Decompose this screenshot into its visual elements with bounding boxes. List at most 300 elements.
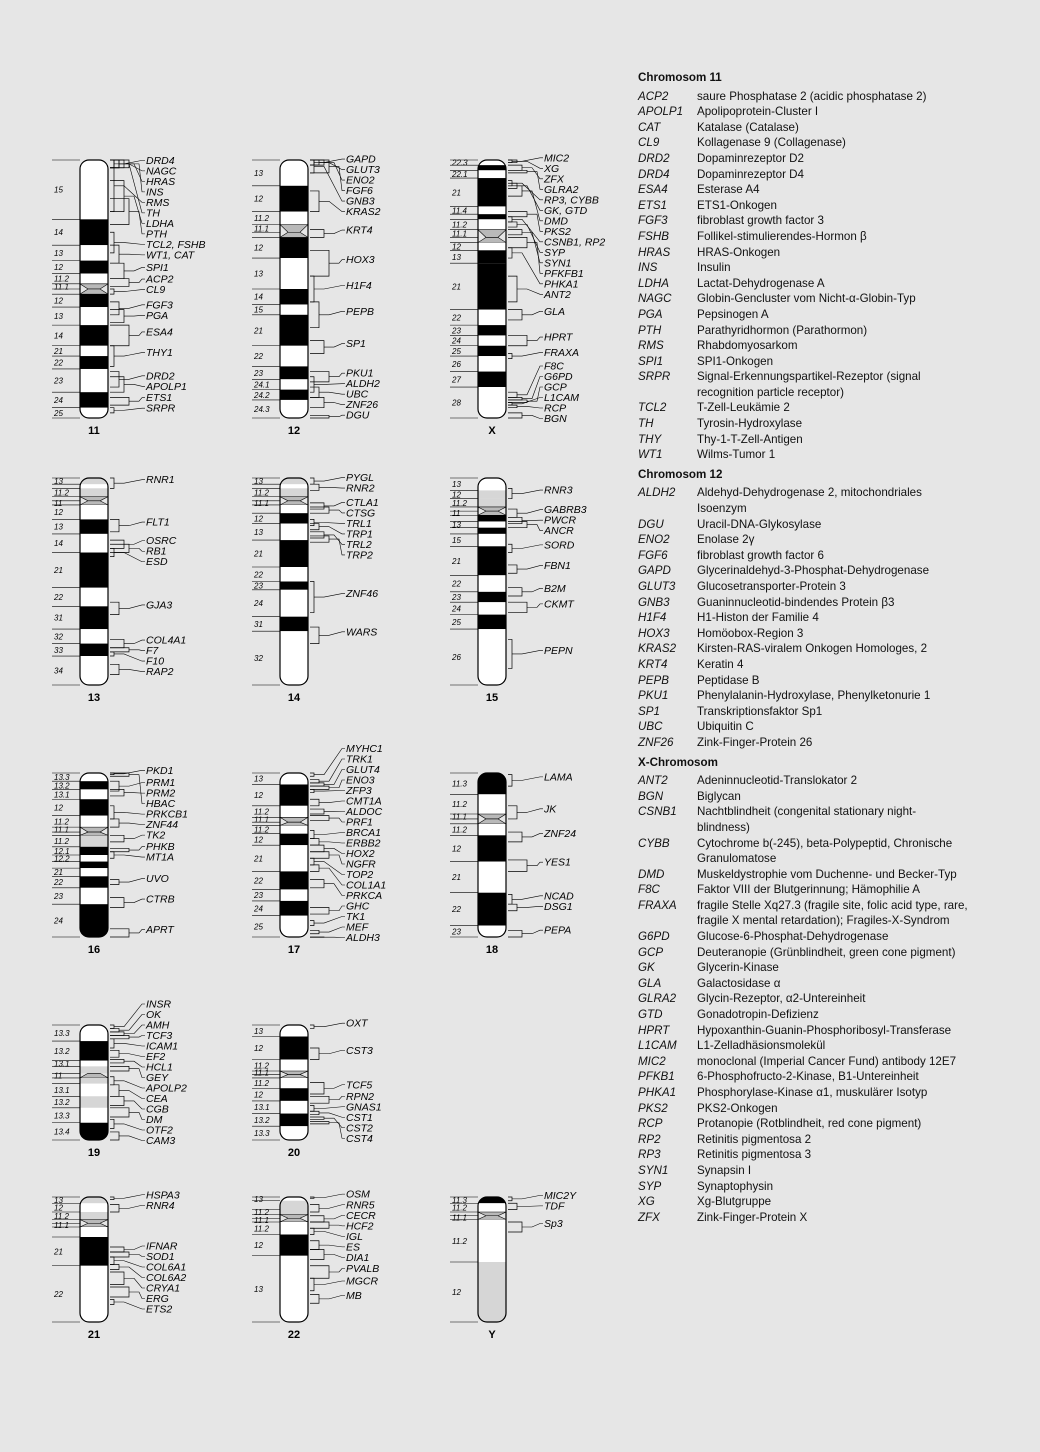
gene-bracket	[508, 1197, 512, 1201]
band-14	[280, 289, 308, 304]
gene-label: B2M	[544, 582, 566, 595]
gene-bracket	[508, 509, 517, 517]
gene-description: Dopaminrezeptor D4	[697, 167, 804, 181]
band-11.3	[478, 214, 506, 219]
legend-entry	[638, 89, 968, 105]
legend-entry	[638, 1147, 968, 1163]
band-23	[280, 582, 308, 590]
band-label: 12	[452, 844, 461, 854]
centromere-band	[280, 225, 308, 233]
gene-label: XG	[544, 162, 560, 175]
gene-description: Guaninnucleotid-bindendes Protein β3	[697, 595, 895, 609]
legend-entry	[638, 898, 968, 929]
gene-bracket	[310, 532, 324, 538]
gene-description: H1-Histon der Familie 4	[697, 611, 819, 625]
gene-bracket	[508, 860, 527, 871]
band-11.2	[280, 1222, 308, 1235]
gene-label: HCL1	[146, 1061, 173, 1074]
gene-connector	[329, 539, 345, 555]
gene-marker	[508, 1190, 577, 1202]
gene-description: Protanopie (Rotblindheit, red cone pigment)	[697, 1117, 922, 1131]
gene-symbol: HRAS	[638, 245, 671, 259]
band-label: 23	[254, 891, 263, 901]
gene-label: CST3	[346, 1044, 373, 1057]
gene-bracket	[508, 160, 512, 163]
gene-bracket	[508, 165, 522, 170]
gene-label: OK	[146, 1009, 162, 1021]
band-23	[80, 888, 108, 904]
band-label: 24.2	[254, 390, 270, 400]
centromere-band	[280, 1215, 308, 1219]
gene-bracket	[310, 786, 329, 789]
gene-marker	[110, 346, 173, 367]
band-13.2	[80, 781, 108, 789]
gene-connector	[124, 835, 145, 838]
gene-connector	[329, 1269, 345, 1273]
gene-description: Kirsten-RAS-viralem Onkogen Homologes, 2	[697, 642, 928, 656]
gene-label: PRM2	[146, 787, 176, 800]
gene-connector	[119, 669, 145, 671]
band-label: 13	[254, 1284, 263, 1294]
gene-marker	[110, 924, 175, 937]
gene-bracket	[310, 858, 314, 865]
band-23	[280, 889, 308, 900]
gene-connector	[319, 311, 345, 315]
gene-label: HRAS	[146, 175, 176, 188]
gene-connector	[512, 545, 543, 549]
gene-connector	[329, 780, 345, 788]
legend-entry	[638, 657, 968, 673]
gene-connector	[314, 594, 345, 598]
gene-description: Hypoxanthin-Guanin-Phosphoribosyl-Transferase	[697, 1023, 952, 1037]
band-11.2	[80, 488, 108, 496]
legend-entry	[638, 563, 968, 579]
gene-bracket	[310, 830, 314, 838]
gene-label: RNR2	[346, 482, 375, 495]
centromere-band	[478, 511, 506, 515]
band-12	[80, 1078, 108, 1084]
gene-marker	[110, 664, 174, 678]
gene-connector	[512, 1195, 543, 1199]
gene-connector	[319, 1050, 345, 1054]
gene-marker	[508, 639, 573, 668]
gene-bracket	[310, 503, 324, 509]
band-label: 13.1	[254, 1103, 270, 1113]
gene-bracket	[508, 544, 512, 552]
legend-entry	[638, 532, 968, 548]
gene-bracket	[310, 627, 319, 644]
gene-bracket	[508, 237, 527, 247]
gene-description: Kollagenase 9 (Collagenase)	[697, 136, 846, 150]
gene-label: FBN1	[544, 560, 571, 573]
gene-bracket	[508, 335, 527, 345]
band-label: 22.3	[452, 158, 468, 168]
gene-label: GK, GTD	[544, 204, 588, 217]
gene-label: PKU1	[346, 367, 374, 380]
band-label: 21	[54, 566, 63, 576]
gene-connector	[114, 553, 145, 562]
gene-bracket	[310, 780, 319, 783]
centromere-band	[80, 1223, 108, 1227]
chromosome-X	[450, 152, 605, 437]
gene-label: AMH	[146, 1019, 170, 1032]
band-11.2	[478, 219, 506, 229]
band-label: 21	[452, 556, 461, 566]
gene-bracket	[110, 1119, 114, 1128]
band-label: 12	[54, 296, 63, 306]
gene-marker	[508, 485, 573, 499]
gene-bracket	[310, 519, 314, 525]
gene-bracket	[310, 302, 319, 328]
gene-label: CRYA1	[146, 1282, 181, 1295]
gene-description: fibroblast growth factor 3	[697, 214, 824, 228]
gene-label: TRL1	[346, 517, 372, 530]
band-26	[478, 629, 506, 685]
gene-connector	[324, 1085, 345, 1089]
gene-bracket	[110, 819, 119, 827]
gene-marker	[508, 803, 557, 819]
gene-bracket	[310, 1222, 329, 1228]
gene-description: Signal-Erkennungspartikel-Rezeptor (signal recognition particle receptor)	[697, 370, 921, 399]
gene-label: ACP2	[146, 273, 174, 286]
band-11.3	[478, 773, 506, 794]
band-11.2	[80, 1212, 108, 1220]
gene-label: OSM	[346, 1188, 370, 1201]
band-label: 25	[254, 922, 263, 932]
band-11.2	[280, 212, 308, 225]
band-23	[478, 325, 506, 335]
chromosome-22	[252, 1189, 379, 1341]
gene-symbol: FGF6	[638, 548, 668, 562]
gene-label: MEF	[346, 921, 369, 934]
gene-connector	[119, 305, 145, 309]
centromere-band	[280, 497, 308, 501]
band-label: 11.2	[254, 214, 269, 224]
band-label: 12	[254, 1044, 263, 1053]
gene-label: TRL2	[346, 538, 372, 551]
band-label: 15	[452, 536, 461, 546]
legend-entry	[638, 245, 968, 261]
gene-bracket	[310, 799, 319, 806]
band-label: 11.1	[254, 815, 269, 825]
gene-bracket	[110, 1205, 119, 1213]
band-12	[80, 261, 108, 274]
gene-bracket	[508, 775, 512, 786]
gene-symbol: THY	[638, 432, 662, 446]
gene-label: CTSG	[346, 507, 376, 520]
legend-entry	[638, 213, 968, 229]
gene-label: HSPA3	[146, 1189, 180, 1202]
gene-symbol: SRPR	[638, 370, 671, 384]
band-23	[478, 592, 506, 602]
gene-connector	[124, 267, 145, 271]
gene-bracket	[110, 1108, 129, 1117]
gene-connector	[114, 353, 145, 357]
gene-symbol: MIC2	[638, 1054, 666, 1068]
gene-label: LDHA	[146, 217, 175, 230]
band-label: 13	[54, 248, 63, 258]
legend-entry	[638, 595, 968, 611]
gene-label: PRKCB1	[146, 808, 189, 821]
gene-marker	[508, 857, 571, 872]
gene-symbol: GLRA2	[638, 992, 677, 1006]
gene-bracket	[310, 582, 314, 613]
gene-bracket	[310, 507, 329, 513]
gene-bracket	[310, 809, 324, 814]
legend-entry	[638, 276, 968, 292]
gene-label: TRK1	[346, 753, 373, 766]
gene-label: HBAC	[146, 798, 176, 811]
gene-description: Aldehyd-Dehydrogenase 2, mitochondriales Isoenzym	[697, 486, 922, 516]
gene-connector	[329, 415, 345, 416]
gene-symbol: ENO2	[638, 533, 670, 547]
gene-marker	[508, 771, 573, 786]
gene-connector	[114, 480, 145, 484]
gene-label: CAM3	[146, 1135, 176, 1147]
gene-connector	[314, 286, 345, 290]
gene-symbol: PFKB1	[638, 1070, 675, 1084]
gene-label: TRP1	[346, 528, 373, 541]
gene-symbol: F8C	[638, 883, 660, 897]
chromosome-label: 16	[87, 944, 101, 956]
band-32	[280, 631, 308, 685]
legend-entry	[638, 1054, 968, 1070]
gene-label: SP1	[346, 338, 366, 351]
band-22	[80, 356, 108, 369]
gene-marker	[310, 225, 373, 238]
gene-description: Rhabdomyosarkom	[697, 339, 798, 353]
band-24	[80, 904, 108, 937]
gene-bracket	[310, 1205, 319, 1213]
band-label: 12	[254, 835, 263, 845]
gene-label: H1F4	[346, 280, 372, 292]
gene-bracket	[508, 276, 517, 302]
gene-connector	[114, 1124, 145, 1130]
gene-label: MIC2Y	[544, 1189, 577, 1202]
legend-entry	[638, 167, 968, 183]
band-22	[80, 1266, 108, 1322]
band-31	[80, 606, 108, 629]
gene-bracket	[310, 377, 314, 392]
legend-entry	[638, 960, 968, 976]
gene-connector	[124, 1246, 145, 1250]
gene-connector	[119, 164, 145, 171]
gene-connector	[114, 812, 145, 814]
gene-connector	[119, 1136, 145, 1141]
gene-bracket	[110, 478, 114, 488]
gene-label: TK1	[346, 911, 366, 923]
gene-symbol: PEPB	[638, 673, 669, 687]
gene-label: PVALB	[346, 1263, 380, 1275]
gene-label: APRT	[146, 923, 174, 936]
gene-description: PKS2-Onkogen	[697, 1101, 778, 1115]
gene-label: PHKA1	[544, 278, 579, 291]
band-label: 24.1	[254, 380, 270, 390]
gene-bracket	[110, 397, 129, 405]
gene-marker	[508, 560, 571, 573]
gene-description: Pepsinogen A	[697, 307, 769, 321]
gene-marker	[508, 413, 567, 425]
gene-label: RAP2	[146, 666, 174, 679]
gene-label: ALDOC	[346, 806, 383, 818]
gene-description: ETS1-Onkogen	[697, 198, 777, 212]
band-24.3	[280, 400, 308, 418]
band-12	[280, 237, 308, 258]
band-label: 13	[254, 477, 263, 487]
gene-label: Sp3	[544, 1218, 563, 1230]
band-label: 11.2	[54, 488, 69, 498]
gene-marker	[110, 1119, 173, 1136]
band-label: 24	[452, 604, 461, 614]
gene-description: L1-Zelladhäsionsmolekül	[697, 1039, 826, 1053]
gene-connector	[324, 1255, 345, 1258]
gene-bracket	[110, 263, 124, 278]
gene-bracket	[310, 1111, 319, 1114]
legend-entry	[638, 641, 968, 657]
gene-marker	[110, 599, 172, 614]
gene-bracket	[110, 806, 114, 819]
gene-connector	[314, 1023, 345, 1027]
legend-entry	[638, 182, 968, 198]
gene-marker	[110, 325, 173, 346]
gene-bracket	[310, 276, 314, 302]
band-label: 12.1	[54, 846, 70, 856]
centromere-band	[478, 507, 506, 511]
band-22	[280, 346, 308, 367]
gene-label: INS	[146, 186, 164, 199]
band-11.2	[280, 505, 308, 513]
gene-label: SYN1	[544, 257, 572, 270]
gene-symbol: TCL2	[638, 401, 667, 415]
gene-label: IGL	[346, 1230, 363, 1243]
gene-label: CTRB	[146, 893, 175, 906]
gene-connector	[329, 1225, 345, 1226]
gene-bracket	[508, 354, 512, 359]
gene-label: CL9	[146, 284, 166, 297]
gene-symbol: PGA	[638, 307, 663, 321]
gene-connector	[124, 384, 145, 386]
gene-connector	[114, 1043, 145, 1046]
legend-entry	[638, 1194, 968, 1210]
gene-label: PKS2	[544, 225, 571, 238]
chromosome-label: Y	[488, 1329, 496, 1341]
band-label: 23	[452, 326, 461, 336]
gene-connector	[314, 478, 345, 482]
gene-label: CTLA1	[346, 496, 379, 509]
band-13.1	[80, 789, 108, 799]
band-12	[280, 186, 308, 212]
band-label: 33	[54, 645, 63, 655]
gene-bracket	[110, 652, 114, 656]
gene-marker	[508, 306, 565, 320]
gene-bracket	[310, 845, 324, 852]
gene-connector	[324, 502, 345, 506]
band-label: 11.1	[254, 1216, 269, 1226]
band-label: 11.2	[254, 1079, 269, 1089]
chromosome-14	[252, 472, 379, 704]
band-22.2	[478, 165, 506, 170]
gene-label: MB	[346, 1289, 362, 1302]
centromere-band	[478, 230, 506, 238]
gene-bracket	[110, 325, 129, 346]
band-12	[80, 1203, 108, 1212]
gene-bracket	[310, 1250, 324, 1260]
gene-connector	[124, 1025, 145, 1034]
gene-label: KRT4	[346, 224, 373, 237]
band-label: 27	[452, 375, 461, 385]
gene-label: OTF2	[146, 1124, 173, 1137]
gene-connector	[522, 311, 543, 315]
gene-connector	[517, 225, 543, 253]
band-13.1	[80, 1084, 108, 1097]
band-13	[80, 519, 108, 533]
gene-bracket	[110, 1096, 124, 1105]
chromosome-20	[252, 1018, 382, 1159]
gene-bracket	[310, 397, 324, 407]
gene-marker	[508, 1200, 565, 1212]
band-12	[280, 1088, 308, 1101]
gene-symbol: DRD4	[638, 167, 670, 181]
gene-symbol: ZNF26	[638, 735, 674, 749]
gene-connector	[114, 186, 145, 203]
gene-description: Thy-1-T-Zell-Antigen	[697, 432, 803, 446]
gene-symbol: GAPD	[638, 564, 671, 578]
band-13	[280, 1256, 308, 1322]
centromere-band	[80, 289, 108, 294]
band-21	[280, 845, 308, 871]
centromere-band	[80, 1220, 108, 1224]
gene-connector	[522, 168, 543, 179]
gene-label: FLT1	[146, 516, 170, 529]
band-label: 13.2	[54, 1098, 70, 1108]
gene-symbol: FRAXA	[638, 898, 677, 912]
gene-bracket	[110, 1035, 129, 1038]
gene-label: ZNF26	[346, 399, 379, 412]
gene-label: TH	[146, 207, 160, 220]
gene-description: Nachtblindheit (congenital stationary night-blindness)	[697, 805, 917, 834]
band-label: 11.1	[254, 1068, 269, 1078]
gene-label: TCF3	[146, 1030, 173, 1042]
gene-connector	[319, 392, 345, 394]
gene-marker	[508, 925, 571, 937]
band-label: 24	[54, 395, 63, 405]
gene-description: fibroblast growth factor 6	[697, 548, 824, 562]
gene-bracket	[508, 400, 527, 403]
gene-marker	[310, 410, 370, 422]
band-label: 11.2	[452, 220, 467, 230]
legend-entry	[638, 485, 968, 516]
centromere-band	[478, 1212, 506, 1216]
band-label: 12	[254, 1090, 263, 1100]
gene-marker	[110, 474, 175, 488]
gene-label: ANCR	[544, 525, 574, 538]
gene-connector	[314, 791, 345, 792]
gene-bracket	[110, 664, 119, 674]
band-13.2	[280, 1114, 308, 1127]
band-label: 13.3	[54, 773, 70, 783]
gene-label: HCF2	[346, 1220, 374, 1233]
gene-symbol: ALDH2	[638, 486, 676, 500]
gene-connector	[319, 1205, 345, 1209]
legend-section-title: Chromosom 12	[638, 467, 723, 481]
gene-label: COL4A1	[146, 634, 187, 647]
band-label: 11.2	[254, 1224, 269, 1234]
gene-marker	[508, 539, 575, 552]
band-label: 11.1	[54, 1221, 69, 1231]
gene-bracket	[508, 521, 527, 527]
gene-label: PEPB	[346, 305, 375, 318]
gene-bracket	[310, 783, 324, 786]
